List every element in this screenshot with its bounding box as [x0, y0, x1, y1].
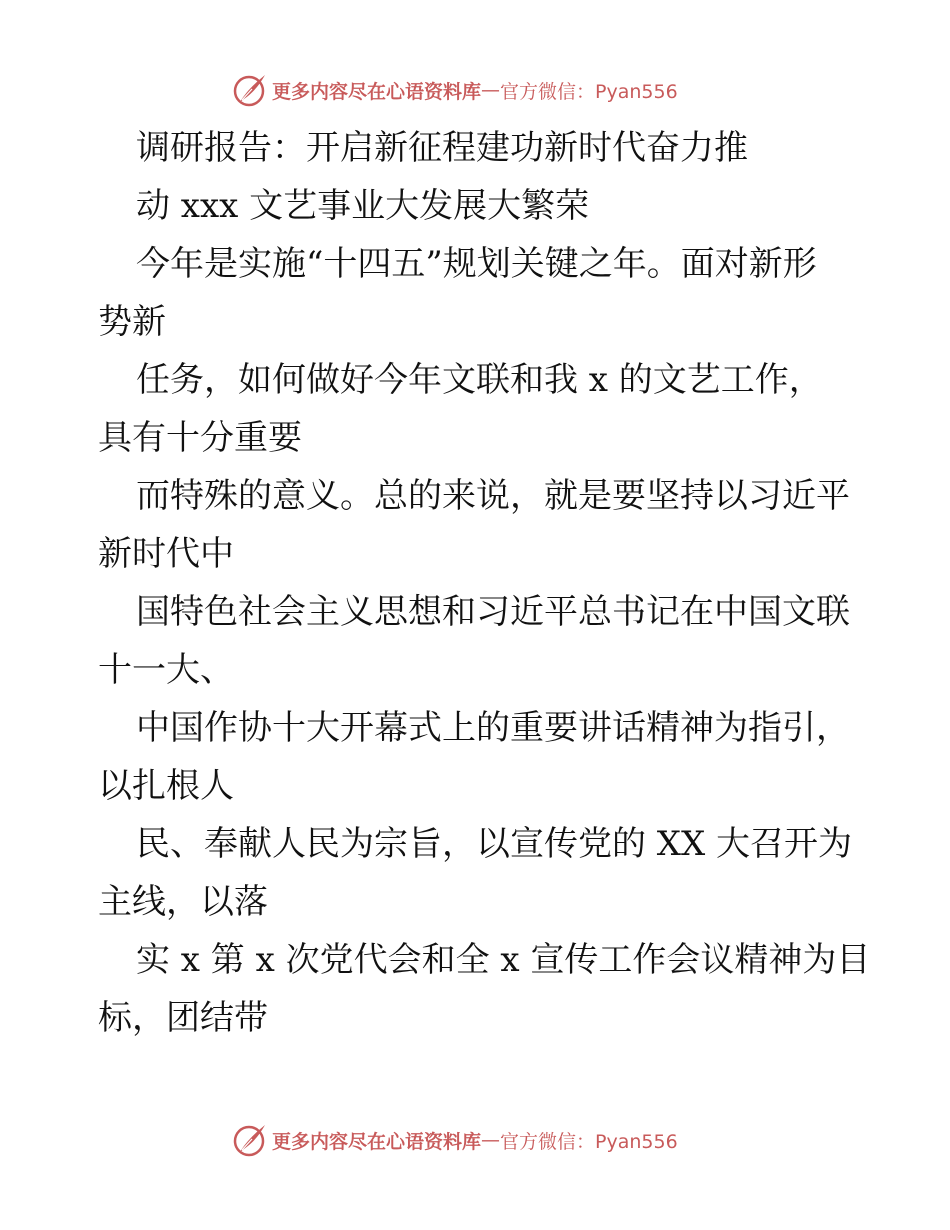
- paragraph-line: 十一大、: [98, 650, 234, 690]
- header-brand-text: 更多内容尽在心语资料库: [272, 80, 482, 103]
- paragraph-line: 而特殊的意义。总的来说，就是要坚持以习近平: [136, 476, 850, 516]
- footer-watermark: [232, 1120, 712, 1160]
- paragraph-line: 以扎根人: [98, 766, 234, 806]
- footer-wechat-text: 官方微信：Pyan556: [500, 1130, 678, 1153]
- title-line-1: 调研报告：开启新征程建功新时代奋力推: [136, 128, 748, 168]
- paragraph-line: 民、奉献人民为宗旨，以宣传党的 XX 大召开为: [136, 824, 853, 864]
- footer-brand-text: 更多内容尽在心语资料库: [272, 1130, 482, 1153]
- footer-separator: —: [481, 1129, 501, 1151]
- paragraph-line: 主线，以落: [98, 882, 268, 922]
- paragraph-line: 势新: [98, 302, 166, 342]
- quill-pen-logo-icon: [232, 1122, 268, 1158]
- header-watermark: [232, 70, 712, 110]
- paragraph-line: 任务，如何做好今年文联和我 x 的文艺工作，: [136, 360, 823, 400]
- quill-pen-logo-icon: [232, 72, 268, 108]
- header-wechat-text: 官方微信：Pyan556: [500, 80, 678, 103]
- title-line-2: 动 xxx 文艺事业大发展大繁荣: [136, 186, 590, 226]
- paragraph-line: 具有十分重要: [98, 418, 302, 458]
- paragraph-line: 今年是实施“十四五”规划关键之年。面对新形: [136, 244, 817, 284]
- paragraph-line: 实 x 第 x 次党代会和全 x 宣传工作会议精神为目: [136, 940, 871, 980]
- paragraph-line: 国特色社会主义思想和习近平总书记在中国文联: [136, 592, 850, 632]
- paragraph-line: 新时代中: [98, 534, 234, 574]
- paragraph-line: 标，团结带: [98, 998, 268, 1038]
- header-separator: —: [481, 79, 501, 101]
- paragraph-line: 中国作协十大开幕式上的重要讲话精神为指引，: [136, 708, 850, 748]
